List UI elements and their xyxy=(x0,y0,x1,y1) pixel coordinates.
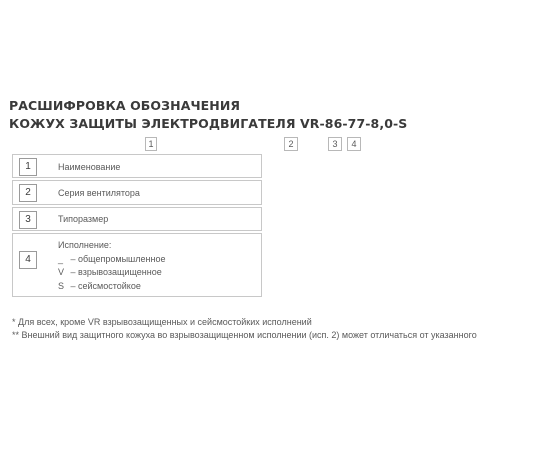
option-text: – общепромышленное xyxy=(70,253,166,264)
legend-label: Типоразмер xyxy=(58,214,109,224)
legend-row-execution xyxy=(12,233,262,297)
legend-label: Наименование xyxy=(58,162,121,172)
footnote-1: * Для всех, кроме VR взрывозащищенных и сейсмостойких исполнений xyxy=(12,317,312,327)
legend-execution-block xyxy=(58,239,165,293)
execution-option-general xyxy=(58,253,165,267)
execution-option-seismic xyxy=(58,280,165,294)
legend-row-series xyxy=(12,180,262,205)
position-marker-1: 1 xyxy=(145,137,157,151)
position-marker-4: 4 xyxy=(347,137,361,151)
page-title xyxy=(9,97,407,133)
option-text: – взрывозащищенное xyxy=(70,267,162,277)
legend-label: Серия вентилятора xyxy=(58,188,140,198)
option-symbol: S xyxy=(58,280,65,291)
option-symbol: _ xyxy=(58,253,64,264)
legend-number: 2 xyxy=(19,184,37,202)
footnotes xyxy=(12,316,477,342)
option-text: – сейсмостойкое xyxy=(70,280,141,291)
option-symbol: V xyxy=(58,267,65,277)
legend-number: 4 xyxy=(19,251,37,269)
legend-label: Исполнение: xyxy=(58,240,112,250)
footnote-2: ** Внешний вид защитного кожуха во взрывозащищенном исполнении (исп. 2) может отличаться от указанного xyxy=(12,330,477,340)
legend-row-size xyxy=(12,207,262,231)
position-marker-2: 2 xyxy=(284,137,298,151)
title-line-2: КОЖУХ ЗАЩИТЫ ЭЛЕКТРОДВИГАТЕЛЯ VR-86-77-8,0-S xyxy=(9,116,408,131)
legend-number: 3 xyxy=(19,211,37,229)
title-line-1: РАСШИФРОВКА ОБОЗНАЧЕНИЯ xyxy=(9,98,241,113)
execution-option-explosion-proof xyxy=(58,266,165,280)
legend-row-name xyxy=(12,154,262,178)
legend-number: 1 xyxy=(19,158,37,176)
position-marker-3: 3 xyxy=(328,137,342,151)
